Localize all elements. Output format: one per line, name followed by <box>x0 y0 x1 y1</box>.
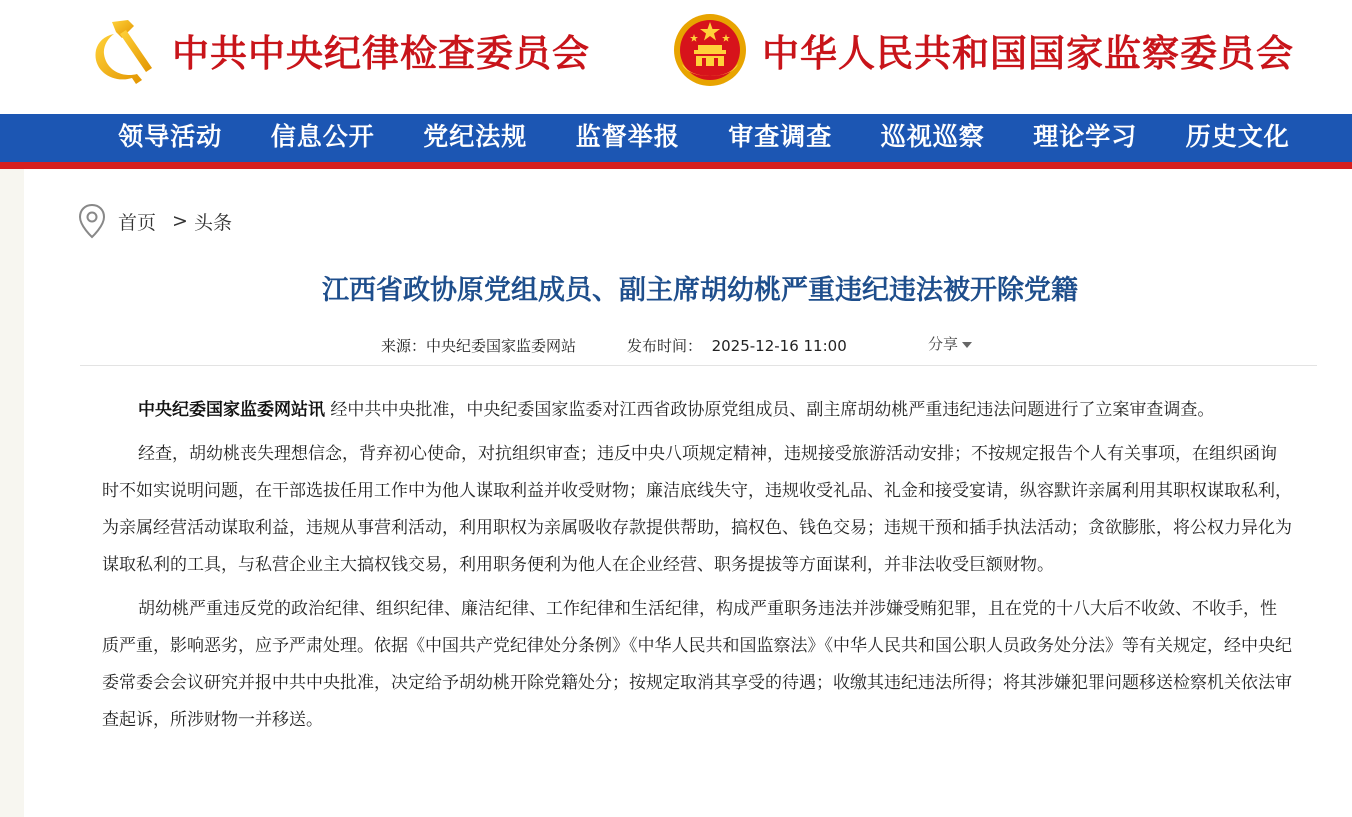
breadcrumb <box>78 203 232 239</box>
page-side-margin <box>0 169 24 817</box>
party-emblem-icon <box>82 12 158 88</box>
nav-item-history[interactable]: 历史文化 <box>1185 122 1290 151</box>
nav-item-party-regulations[interactable]: 党纪法规 <box>423 122 528 151</box>
nav-item-theory[interactable]: 理论学习 <box>1033 122 1138 151</box>
breadcrumb-home-link[interactable]: 首页 <box>118 211 157 234</box>
nav-item-inspection[interactable]: 巡视巡察 <box>880 122 985 151</box>
breadcrumb-current-link[interactable]: 头条 <box>193 211 232 234</box>
article-paragraph <box>102 392 1292 429</box>
source-label: 来源： <box>381 337 427 355</box>
meta-divider <box>80 365 1317 366</box>
article-source <box>381 335 576 356</box>
location-pin-icon <box>78 203 106 239</box>
site-header <box>0 0 1352 114</box>
paragraph-text: 经中共中央批准，中央纪委国家监委对江西省政协原党组成员、副主席胡幼桃严重违纪违法问题进行了立案审查调查。 <box>325 400 1215 420</box>
article-paragraph: 胡幼桃严重违反党的政治纪律、组织纪律、廉洁纪律、工作纪律和生活纪律，构成严重职务违法并涉嫌受贿犯罪，且在党的十八大后不收敛、不收手，性质严重，影响恶劣，应予严肃处理。依据《中国共产党纪律处分条例》《中华人民共和国监察法》《中华人民共和国公职人员政务处分法》等有关规定，经中央纪委常委会会议研究并报中共中央批准，决定给予胡幼桃开除党籍处分；按规定取消其享受的待遇；收缴其违纪违法所得；将其涉嫌犯罪问题移送检察机关依法审查起诉，所涉财物一并移送。 <box>102 599 1292 730</box>
nsc-logo[interactable] <box>672 10 1294 90</box>
breadcrumb-separator: > <box>172 210 188 232</box>
national-emblem-icon <box>672 12 748 88</box>
nav-item-leadership[interactable]: 领导活动 <box>118 122 223 151</box>
lead-source: 中央纪委国家监委网站讯 <box>138 400 325 420</box>
nsc-title: 中华人民共和国国家监察委员会 <box>762 31 1294 75</box>
main-nav <box>0 114 1352 162</box>
time-label: 发布时间： <box>627 337 703 355</box>
nav-item-info-disclosure[interactable]: 信息公开 <box>270 122 375 151</box>
time-value: 2025-12-16 11:00 <box>711 337 847 355</box>
share-dropdown[interactable] <box>928 333 972 354</box>
article-paragraph: 经查，胡幼桃丧失理想信念，背弃初心使命，对抗组织审查；违反中央八项规定精神，违规接受旅游活动安排；不按规定报告个人有关事项，在组织函询时不如实说明问题，在干部选拔任用工作中为他人谋取利益并收受财物；廉洁底线失守，违规收受礼品、礼金和接受宴请，纵容默许亲属利用其职权谋取私利，为亲属经营活动谋取利益，违规从事营利活动，利用职权为亲属吸收存款提供帮助，搞权色、钱色交易；违规干预和插手执法活动；贪欲膨胀，将公权力异化为谋取私利的工具，与私营企业主大搞权钱交易，利用职务便利为他人在企业经营、职务提拔等方面谋利，并非法收受巨额财物。 <box>102 444 1292 575</box>
ccdi-logo[interactable] <box>82 10 590 90</box>
article-title: 江西省政协原党组成员、副主席胡幼桃严重违纪违法被开除党籍 <box>322 275 1078 306</box>
source-value: 中央纪委国家监委网站 <box>426 337 577 355</box>
article-publish-time <box>627 335 847 356</box>
article-body <box>102 392 1292 746</box>
ccdi-title: 中共中央纪律检查委员会 <box>172 31 590 75</box>
nav-item-investigation[interactable]: 审查调查 <box>728 122 833 151</box>
share-label: 分享 <box>928 335 959 353</box>
caret-down-icon <box>962 342 972 348</box>
nav-item-report[interactable]: 监督举报 <box>575 122 680 151</box>
nav-accent-line <box>0 162 1352 169</box>
